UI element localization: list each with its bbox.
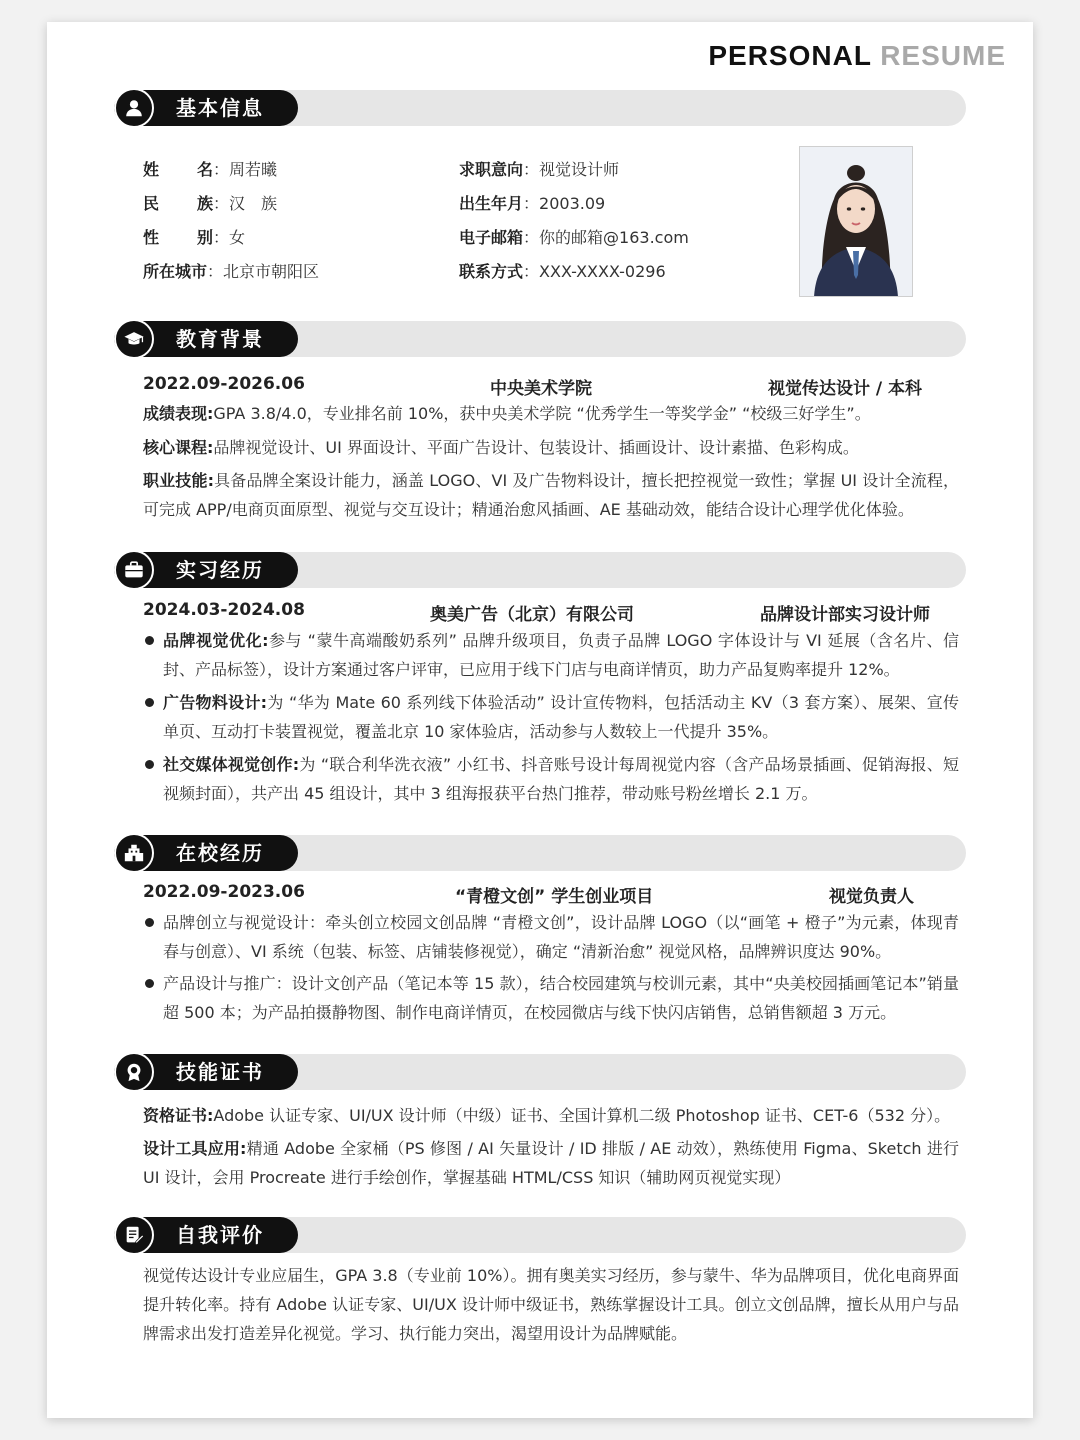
- item-text: 品牌创立与视觉设计：牵头创立校园文创品牌 “青橙文创”，设计品牌 LOGO（以“画笔 + 橙子”为元素，体现青春与创意）、VI 系统（包装、标签、店铺装修视觉），确定 “清新治愈” 视觉风格，品牌辨识度达 90%。: [163, 913, 959, 961]
- item-label: 广告物料设计:: [163, 693, 268, 712]
- info-email: 电子邮箱：你的邮箱@163.com: [459, 228, 689, 247]
- info-phone: 联系方式：XXX-XXXX-0296: [459, 262, 666, 281]
- info-value: 女: [229, 228, 246, 247]
- item-text: 为 “华为 Mate 60 系列线下体验活动” 设计宣传物料，包括活动主 KV（3 套方案）、展架、宣传单页、互动打卡装置视觉，覆盖北京 10 家体验店，活动参与人数较上一代提升 35%。: [163, 693, 959, 741]
- para-text: GPA 3.8/4.0，专业排名前 10%，获中央美术学院 “优秀学生一等奖学金” “校级三好学生”。: [213, 404, 871, 423]
- education-period: 2022.09-2026.06: [143, 374, 305, 394]
- para-text: 具备品牌全案设计能力，涵盖 LOGO、VI 及广告物料设计，擅长把控视觉一致性；掌握 UI 设计全流程，可完成 APP/电商页面原型、视觉与交互设计；精通治愈风插画、AE 基础动效，能结合设计心理学优化体验。: [143, 471, 959, 519]
- section-header-campus: [114, 833, 966, 873]
- education-courses: [143, 433, 959, 462]
- section-title: 技能证书: [176, 1060, 264, 1084]
- title-word-resume: RESUME: [880, 40, 1006, 71]
- section-header-education: [114, 319, 966, 359]
- award-icon: [114, 1052, 154, 1092]
- section-header-basic: [114, 88, 966, 128]
- resume-title: [708, 40, 1006, 72]
- graduation-cap-icon: [114, 319, 154, 359]
- title-word-personal: PERSONAL: [708, 40, 872, 71]
- edit-icon: [114, 1215, 154, 1255]
- item-text: 参与 “蒙牛高端酸奶系列” 品牌升级项目，负责子品牌 LOGO 字体设计与 VI 延展（含名片、信封、产品标签），设计方案通过客户评审，已应用于线下门店与电商详情页，助力产品复购率提升 12%。: [163, 631, 959, 679]
- campus-project: “青橙文创” 学生创业项目: [455, 887, 654, 907]
- info-label: 性别: [143, 228, 213, 247]
- education-major: 视觉传达设计 / 本科: [768, 379, 923, 399]
- info-label: 所在城市: [143, 262, 208, 281]
- profile-photo: [799, 146, 913, 297]
- para-text: 精通 Adobe 全家桶（PS 修图 / AI 矢量设计 / ID 排版 / AE 动效），熟练使用 Figma、Sketch 进行 UI 设计，会用 Procreate 进行手绘创作，掌握基础 HTML/CSS 知识（辅助网页视觉实现）: [143, 1139, 959, 1187]
- para-label: 成绩表现:: [143, 404, 214, 423]
- section-header-self: [114, 1215, 966, 1255]
- campus-role: 视觉负责人: [829, 887, 914, 907]
- item-label: 品牌视觉优化:: [163, 631, 269, 650]
- briefcase-icon: [114, 550, 154, 590]
- info-value: 周若曦: [229, 160, 278, 179]
- info-city: 所在城市：北京市朝阳区: [143, 262, 320, 281]
- section-title: 教育背景: [176, 327, 264, 351]
- item-text: 产品设计与推广：设计文创产品（笔记本等 15 款），结合校园建筑与校训元素，其中“央美校园插画笔记本”销量超 500 本；为产品拍摄静物图、制作电商详情页，在校园微店与线下快闪店销售，总销售额超 3 万元。: [163, 974, 959, 1022]
- info-value: 视觉设计师: [539, 160, 620, 179]
- section-header-skills: [114, 1052, 966, 1092]
- campus-item: [143, 908, 959, 966]
- info-ethnic: 民族：汉 族: [143, 191, 277, 214]
- info-value: 汉 族: [229, 194, 278, 213]
- info-gender: 性别：女: [143, 225, 245, 248]
- user-icon: [114, 88, 154, 128]
- skills-tools: [143, 1134, 959, 1192]
- para-text: 品牌视觉设计、UI 界面设计、平面广告设计、包装设计、插画设计、设计素描、色彩构成。: [213, 438, 859, 457]
- para-label: 核心课程:: [143, 438, 214, 457]
- campus-item: [143, 969, 959, 1027]
- info-value: 你的邮箱@163.com: [539, 228, 689, 247]
- item-label: 社交媒体视觉创作:: [163, 755, 300, 774]
- building-icon: [114, 833, 154, 873]
- internship-period: 2024.03-2024.08: [143, 600, 305, 620]
- info-label: 求职意向: [459, 160, 524, 179]
- section-title: 在校经历: [176, 841, 264, 865]
- info-value: 北京市朝阳区: [223, 262, 320, 281]
- education-school: 中央美术学院: [490, 379, 592, 399]
- info-label: 出生年月: [459, 194, 524, 213]
- education-skills: [143, 466, 959, 524]
- section-title: 实习经历: [176, 558, 264, 582]
- campus-period: 2022.09-2023.06: [143, 882, 305, 902]
- info-label: 电子邮箱: [459, 228, 524, 247]
- info-name: 姓名：周若曦: [143, 157, 277, 180]
- para-label: 设计工具应用:: [143, 1139, 247, 1158]
- info-label: 姓名: [143, 160, 213, 179]
- info-value: XXX-XXXX-0296: [539, 262, 666, 281]
- info-birth: 出生年月：2003.09: [459, 194, 606, 213]
- para-text: Adobe 认证专家、UI/UX 设计师（中级）证书、全国计算机二级 Photoshop 证书、CET-6（532 分）。: [213, 1106, 951, 1125]
- self-evaluation-text: 视觉传达设计专业应届生，GPA 3.8（专业前 10%）。拥有奥美实习经历，参与蒙牛、华为品牌项目，优化电商界面提升转化率。持有 Adobe 认证专家、UI/UX 设计师中级证书，熟练掌握设计工具。创立文创品牌，擅长从用户与品牌需求出发打造差异化视觉。学习、执行能力突出，渴望用设计为品牌赋能。: [143, 1266, 959, 1343]
- education-grades: [143, 399, 959, 428]
- item-text: 为 “联合利华洗衣液” 小红书、抖音账号设计每周视觉内容（含产品场景插画、促销海报、短视频封面），共产出 45 组设计，其中 3 组海报获平台热门推荐，带动账号粉丝增长 2.1 万。: [163, 755, 959, 803]
- section-title: 自我评价: [176, 1223, 264, 1247]
- internship-item: [143, 750, 959, 808]
- internship-role: 品牌设计部实习设计师: [760, 605, 930, 625]
- info-job: 求职意向：视觉设计师: [459, 160, 620, 179]
- info-label: 民族: [143, 194, 213, 213]
- para-label: 资格证书:: [143, 1106, 214, 1125]
- para-label: 职业技能:: [143, 471, 214, 490]
- internship-item: [143, 688, 959, 746]
- section-header-internship: [114, 550, 966, 590]
- info-label: 联系方式: [459, 262, 524, 281]
- internship-company: 奥美广告（北京）有限公司: [430, 605, 634, 625]
- section-title: 基本信息: [176, 96, 264, 120]
- internship-item: [143, 626, 959, 684]
- info-value: 2003.09: [539, 194, 606, 213]
- skills-cert: [143, 1101, 959, 1130]
